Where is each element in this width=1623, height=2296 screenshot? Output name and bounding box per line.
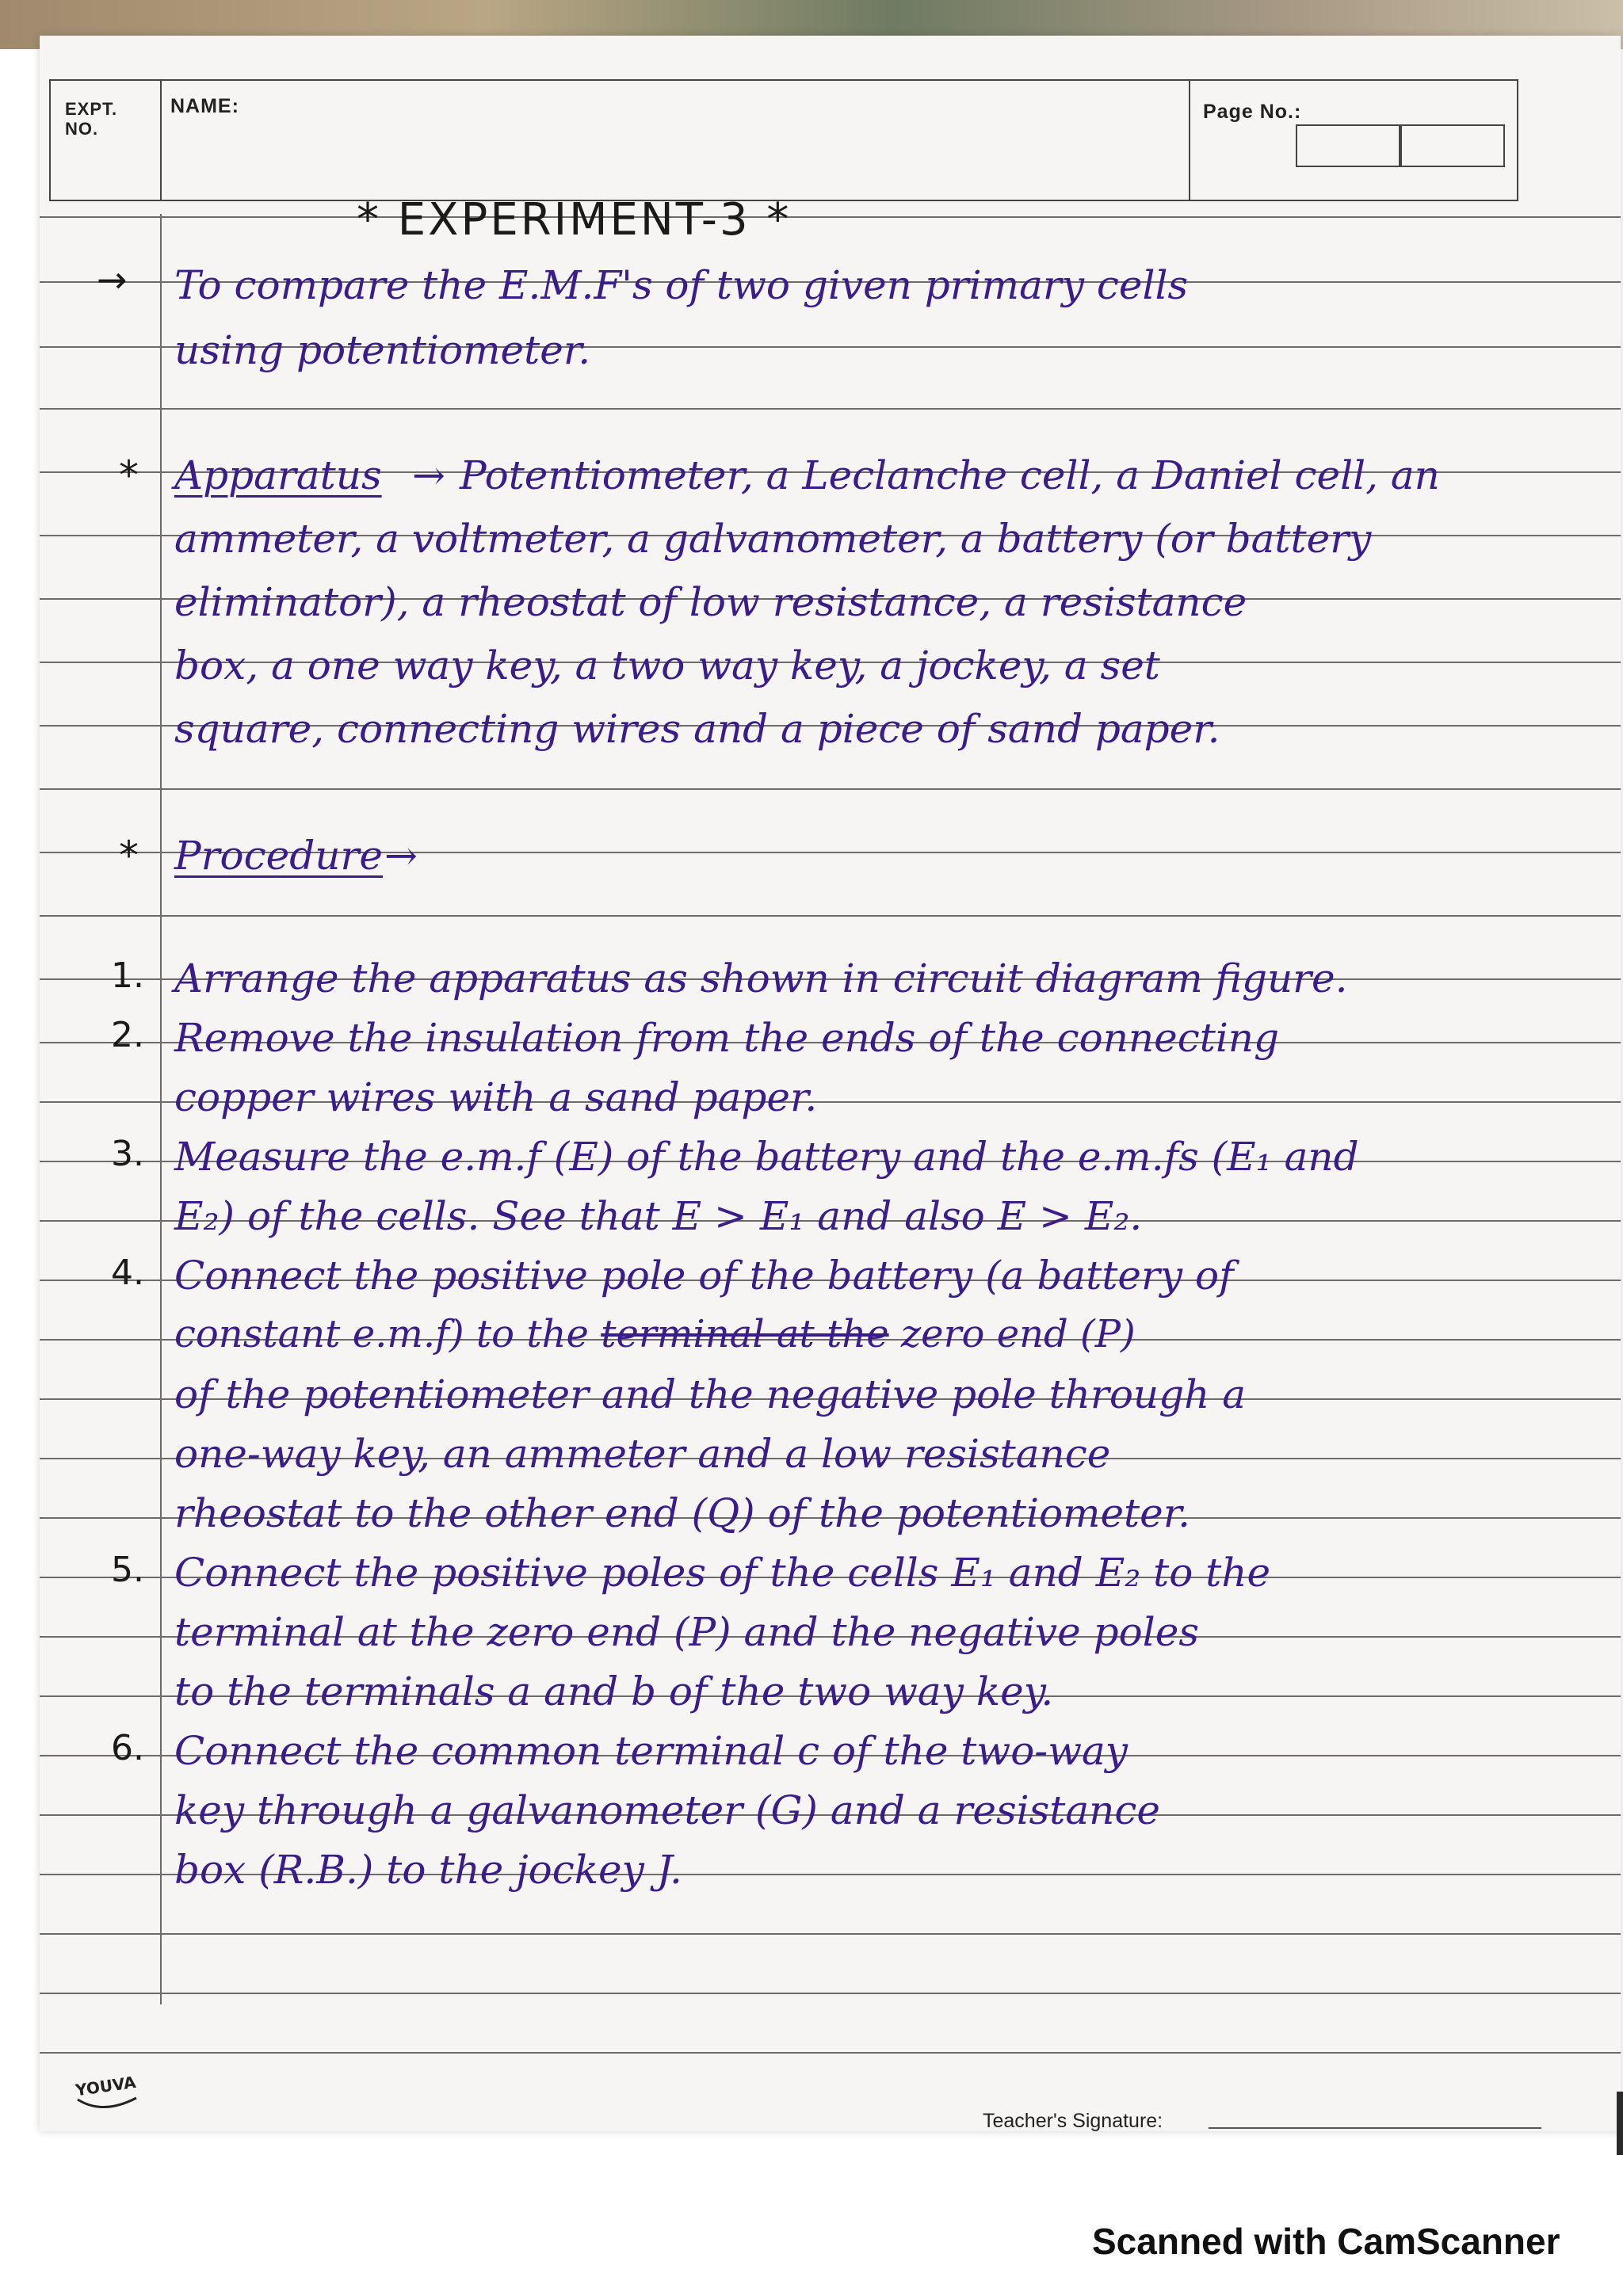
step-1-line-1: Arrange the apparatus as shown in circuit diagram figure. <box>174 955 1348 1001</box>
page-edge <box>1617 2092 1623 2155</box>
step-number: 2. <box>111 1015 144 1055</box>
apparatus-line-1: Potentiometer, a Leclanche cell, a Daniel cell, an <box>460 452 1440 498</box>
page-no-label: Page No.: <box>1203 101 1302 123</box>
aim-marker: → <box>97 258 128 301</box>
apparatus-line-3: eliminator), a rheostat of low resistance, a resistance <box>174 579 1247 625</box>
margin-line <box>160 214 162 2004</box>
page-no-box <box>1399 124 1505 167</box>
apparatus-line-5: square, connecting wires and a piece of sand paper. <box>174 706 1220 752</box>
step-number: 3. <box>111 1134 144 1174</box>
page-no-box <box>1296 124 1402 167</box>
apparatus-marker: * <box>119 452 139 498</box>
notebook-page <box>40 36 1621 2131</box>
procedure-marker: * <box>119 833 139 879</box>
aim-line-1: To compare the E.M.F's of two given primary cells <box>174 262 1189 308</box>
apparatus-line-4: box, a one way key, a two way key, a jockey, a set <box>174 643 1160 688</box>
teacher-signature-label: Teacher's Signature: <box>983 2110 1163 2132</box>
step-6-line-1: Connect the common terminal c of the two-way <box>174 1728 1128 1774</box>
ruled-line <box>40 915 1621 917</box>
step-number: 4. <box>111 1253 144 1293</box>
procedure-heading: Procedure <box>174 833 383 879</box>
scanner-watermark: Scanned with CamScanner <box>1092 2221 1560 2262</box>
page-title: * EXPERIMENT-3 * <box>357 194 792 246</box>
apparatus-arrow: → <box>412 452 445 498</box>
ruled-line <box>40 1993 1621 1994</box>
step-2-line-2: copper wires with a sand paper. <box>174 1074 818 1120</box>
ruled-line <box>40 408 1621 410</box>
header-divider <box>1189 79 1190 201</box>
step-number: 6. <box>111 1728 144 1768</box>
step-5-line-1: Connect the positive poles of the cells E₁ and E₂ to the <box>174 1550 1271 1596</box>
step-4-line-1: Connect the positive pole of the battery (a battery of <box>174 1253 1234 1299</box>
step-6-line-3: box (R.B.) to the jockey J. <box>174 1847 682 1893</box>
step-number: 5. <box>111 1550 144 1590</box>
name-label: NAME: <box>170 95 239 117</box>
step-6-line-2: key through a galvanometer (G) and a resistance <box>174 1787 1160 1833</box>
step-4-line-4: one-way key, an ammeter and a low resistance <box>174 1431 1111 1477</box>
ruled-line <box>40 1933 1621 1935</box>
expt-no-label: EXPT. NO. <box>65 99 118 139</box>
apparatus-heading: Apparatus <box>174 452 382 498</box>
step-4-line-2-end: zero end (P) <box>900 1312 1136 1356</box>
step-5-line-2: terminal at the zero end (P) and the negative poles <box>174 1609 1199 1655</box>
procedure-arrow: → <box>384 833 418 879</box>
step-number: 1. <box>111 955 144 996</box>
step-2-line-1: Remove the insulation from the ends of the connecting <box>174 1015 1280 1061</box>
ruled-line <box>40 788 1621 790</box>
apparatus-line-2: ammeter, a voltmeter, a galvanometer, a battery (or battery <box>174 516 1372 562</box>
struck-out-text: terminal at the <box>601 1312 889 1356</box>
youva-logo <box>71 2068 143 2123</box>
step-4-line-2 <box>174 1312 1136 1356</box>
signature-line <box>1209 2127 1541 2129</box>
logo-text: YOUVA <box>74 2072 137 2100</box>
step-4-line-3: of the potentiometer and the negative pole through a <box>174 1371 1247 1417</box>
step-4-line-2-start: constant e.m.f) to the <box>174 1312 589 1356</box>
header-divider <box>160 79 162 201</box>
ruled-line <box>40 216 1621 218</box>
step-4-line-5: rheostat to the other end (Q) of the potentiometer. <box>174 1490 1191 1536</box>
step-3-line-2: E₂) of the cells. See that E > E₁ and also E > E₂. <box>174 1193 1143 1239</box>
aim-line-2: using potentiometer. <box>174 327 591 373</box>
ruled-line <box>40 2052 1621 2054</box>
step-5-line-3: to the terminals a and b of the two way key. <box>174 1669 1054 1714</box>
step-3-line-1: Measure the e.m.f (E) of the battery and the e.m.fs (E₁ and <box>174 1134 1359 1180</box>
